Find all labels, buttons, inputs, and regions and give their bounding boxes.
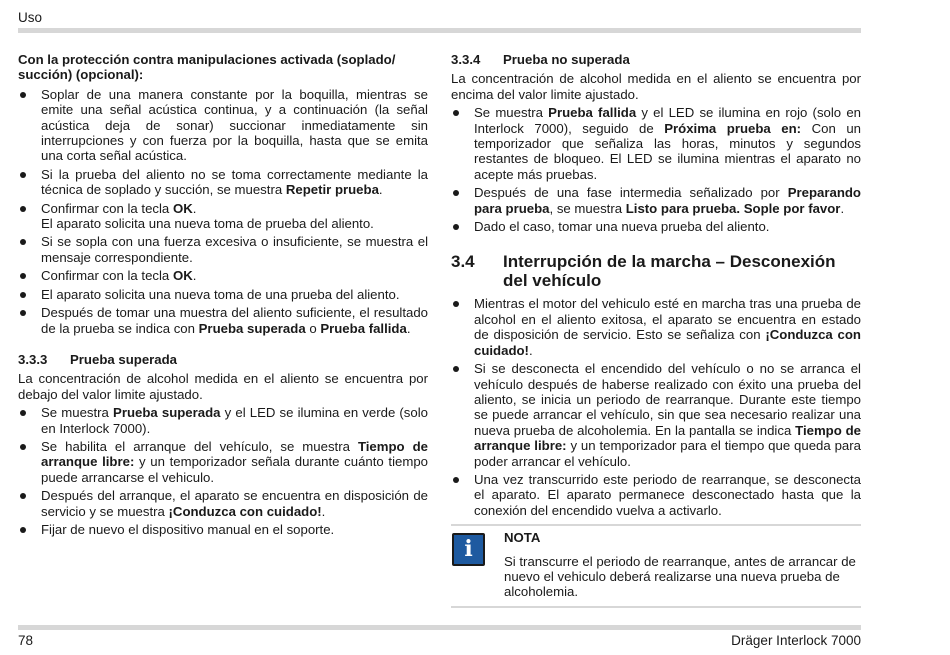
bullet-icon xyxy=(20,206,26,212)
bullet-icon xyxy=(453,366,459,372)
bullet-icon xyxy=(453,224,459,230)
section-number: 3.3.4 xyxy=(451,52,481,67)
bullet-icon xyxy=(20,239,26,245)
failed-test-list xyxy=(451,105,861,234)
section-title: Interrupción de la marcha – Desconexión del vehículo xyxy=(503,252,836,291)
bullet-icon xyxy=(453,110,459,116)
footer-rule xyxy=(18,625,861,630)
product-name: Dräger Interlock 7000 xyxy=(731,633,861,648)
list-item: Después del arranque, el aparato se encuentra en disposición de servicio y se muestra ¡Conduzca con cuidado!. xyxy=(18,488,428,519)
list-item: Confirmar con la tecla OK. xyxy=(18,268,428,283)
section-heading-3-3-4 xyxy=(451,52,861,67)
list-item: Dado el caso, tomar una nueva prueba del aliento. xyxy=(451,219,861,234)
note-text: Si transcurre el periodo de rearranque, antes de arrancar de nuevo el vehiculo deberá realizarse una nueva prueba de alcoholemia. xyxy=(504,553,856,600)
bullet-icon xyxy=(20,292,26,298)
emphasized-text: Próxima prueba en: xyxy=(664,120,802,136)
section-title: Prueba superada xyxy=(70,351,178,367)
list-item: Si se desconecta el encendido del vehículo o no se arranca el vehículo después de haberse realizado con éxito una prueba del aliento, se inicia un periodo de rearranque. Durante este tiempo se puede arrancar el vehículo, sin que sea necesario realizar una nueva prueba de alcoholemia. En la pantalla se indica Tiempo de arranque libre: y un temporizador para el tiempo que queda para poder arrancar el vehículo. xyxy=(451,361,861,469)
list-item: El aparato solicita una nueva toma de una prueba del aliento. xyxy=(18,287,428,302)
emphasized-text: Prueba superada xyxy=(113,405,221,421)
emphasized-text: Listo para prueba. Sople por favor xyxy=(625,200,841,216)
section-heading-3-3-3 xyxy=(18,352,428,367)
note-title: NOTA xyxy=(504,530,541,546)
section-intro: La concentración de alcohol medida en el aliento se encuentra por encima del valor limite ajustado. xyxy=(451,71,861,102)
bullet-icon xyxy=(20,172,26,178)
emphasized-text: Tiempo de arranque libre: xyxy=(41,438,428,470)
note-box xyxy=(451,524,861,608)
section-heading-3-4 xyxy=(451,252,861,290)
emphasized-text: Prueba superada xyxy=(198,320,306,336)
emphasized-text: OK xyxy=(172,200,193,216)
emphasized-text: ¡Conduzca con cuidado! xyxy=(474,327,861,358)
emphasized-text: Preparando para prueba xyxy=(474,185,861,216)
section-number: 3.3.3 xyxy=(18,351,48,367)
drive-interruption-list xyxy=(451,296,861,518)
list-item: Confirmar con la tecla OK. El aparato solicita una nueva toma de prueba del aliento. xyxy=(18,201,428,232)
bullet-icon xyxy=(20,493,26,499)
list-item: Si se sopla con una fuerza excesiva o insuficiente, se muestra el mensaje correspondiente. xyxy=(18,234,428,265)
section-intro: La concentración de alcohol medida en el aliento se encuentra por debajo del valor limite ajustado. xyxy=(18,371,428,402)
list-item: Fijar de nuevo el dispositivo manual en el soporte. xyxy=(18,522,428,537)
bullet-icon xyxy=(453,190,459,196)
running-header: Uso xyxy=(18,10,43,25)
section-number: 3.4 xyxy=(451,252,475,272)
passed-test-list xyxy=(18,405,428,537)
bullet-icon xyxy=(453,301,459,307)
note-body xyxy=(504,530,861,600)
right-column xyxy=(451,52,861,608)
anti-tamper-heading: Con la protección contra manipulaciones activada (soplado/ succión) (opcional): xyxy=(18,52,396,83)
list-item: Se muestra Prueba fallida y el LED se ilumina en rojo (solo en Interlock 7000), seguido de Próxima prueba en: Con un temporizador que señaliza las horas, minutos y segundos restantes de bloqueo. El LED se ilumina mientras el aparato no acepte más pruebas. xyxy=(451,105,861,182)
list-item: Mientras el motor del vehiculo esté en marcha tras una prueba de alcohol en el aliento exitosa, el aparato se encuentra en estado de disposición de servicio. Esto se señaliza con ¡Conduzca con cuidado!. xyxy=(451,296,861,358)
header-rule xyxy=(18,28,861,33)
bullet-icon xyxy=(20,310,26,316)
bullet-icon xyxy=(20,273,26,279)
bullet-icon xyxy=(453,477,459,483)
left-column xyxy=(18,52,428,540)
list-item: Después de tomar una muestra del aliento suficiente, el resultado de la prueba se indica con Prueba superada o Prueba fallida. xyxy=(18,305,428,336)
emphasized-text: Tiempo de arranque libre: xyxy=(474,422,861,454)
section-title: Prueba no superada xyxy=(503,52,630,67)
bullet-icon xyxy=(20,527,26,533)
page-number: 78 xyxy=(18,633,34,648)
bullet-icon xyxy=(20,444,26,450)
emphasized-text: ¡Conduzca con cuidado! xyxy=(168,503,322,519)
emphasized-text: Repetir prueba xyxy=(285,182,379,198)
list-item: Después de una fase intermedia señalizado por Preparando para prueba, se muestra Listo para prueba. Sople por favor. xyxy=(451,185,861,216)
info-icon: i xyxy=(452,533,485,566)
bullet-icon xyxy=(20,92,26,98)
emphasized-text: Prueba fallida xyxy=(320,320,407,336)
list-item: Si la prueba del aliento no se toma correctamente mediante la técnica de soplado y succión, se muestra Repetir prueba. xyxy=(18,167,428,198)
emphasized-text: Prueba fallida xyxy=(548,105,637,121)
bullet-icon xyxy=(20,410,26,416)
anti-tamper-list xyxy=(18,87,428,336)
list-item: Se habilita el arranque del vehículo, se muestra Tiempo de arranque libre: y un temporizador señala durante cuánto tiempo puede arrancarse el vehiculo. xyxy=(18,439,428,485)
list-item: Se muestra Prueba superada y el LED se ilumina en verde (solo en Interlock 7000). xyxy=(18,405,428,436)
list-item: Soplar de una manera constante por la boquilla, mientras se emite una señal acústica continua, y a continuación (la señal acústica deja de sonar) succionar inmediatamente sin interrupciones y con fuerza por la boquilla, hasta que se emita una corta señal acústica. xyxy=(18,87,428,164)
list-item: Una vez transcurrido este periodo de rearranque, se desconecta el aparato. El aparato permanece desconectado hasta que la conexión del encendido vuelva a activarlo. xyxy=(451,472,861,518)
emphasized-text: OK xyxy=(172,268,193,284)
